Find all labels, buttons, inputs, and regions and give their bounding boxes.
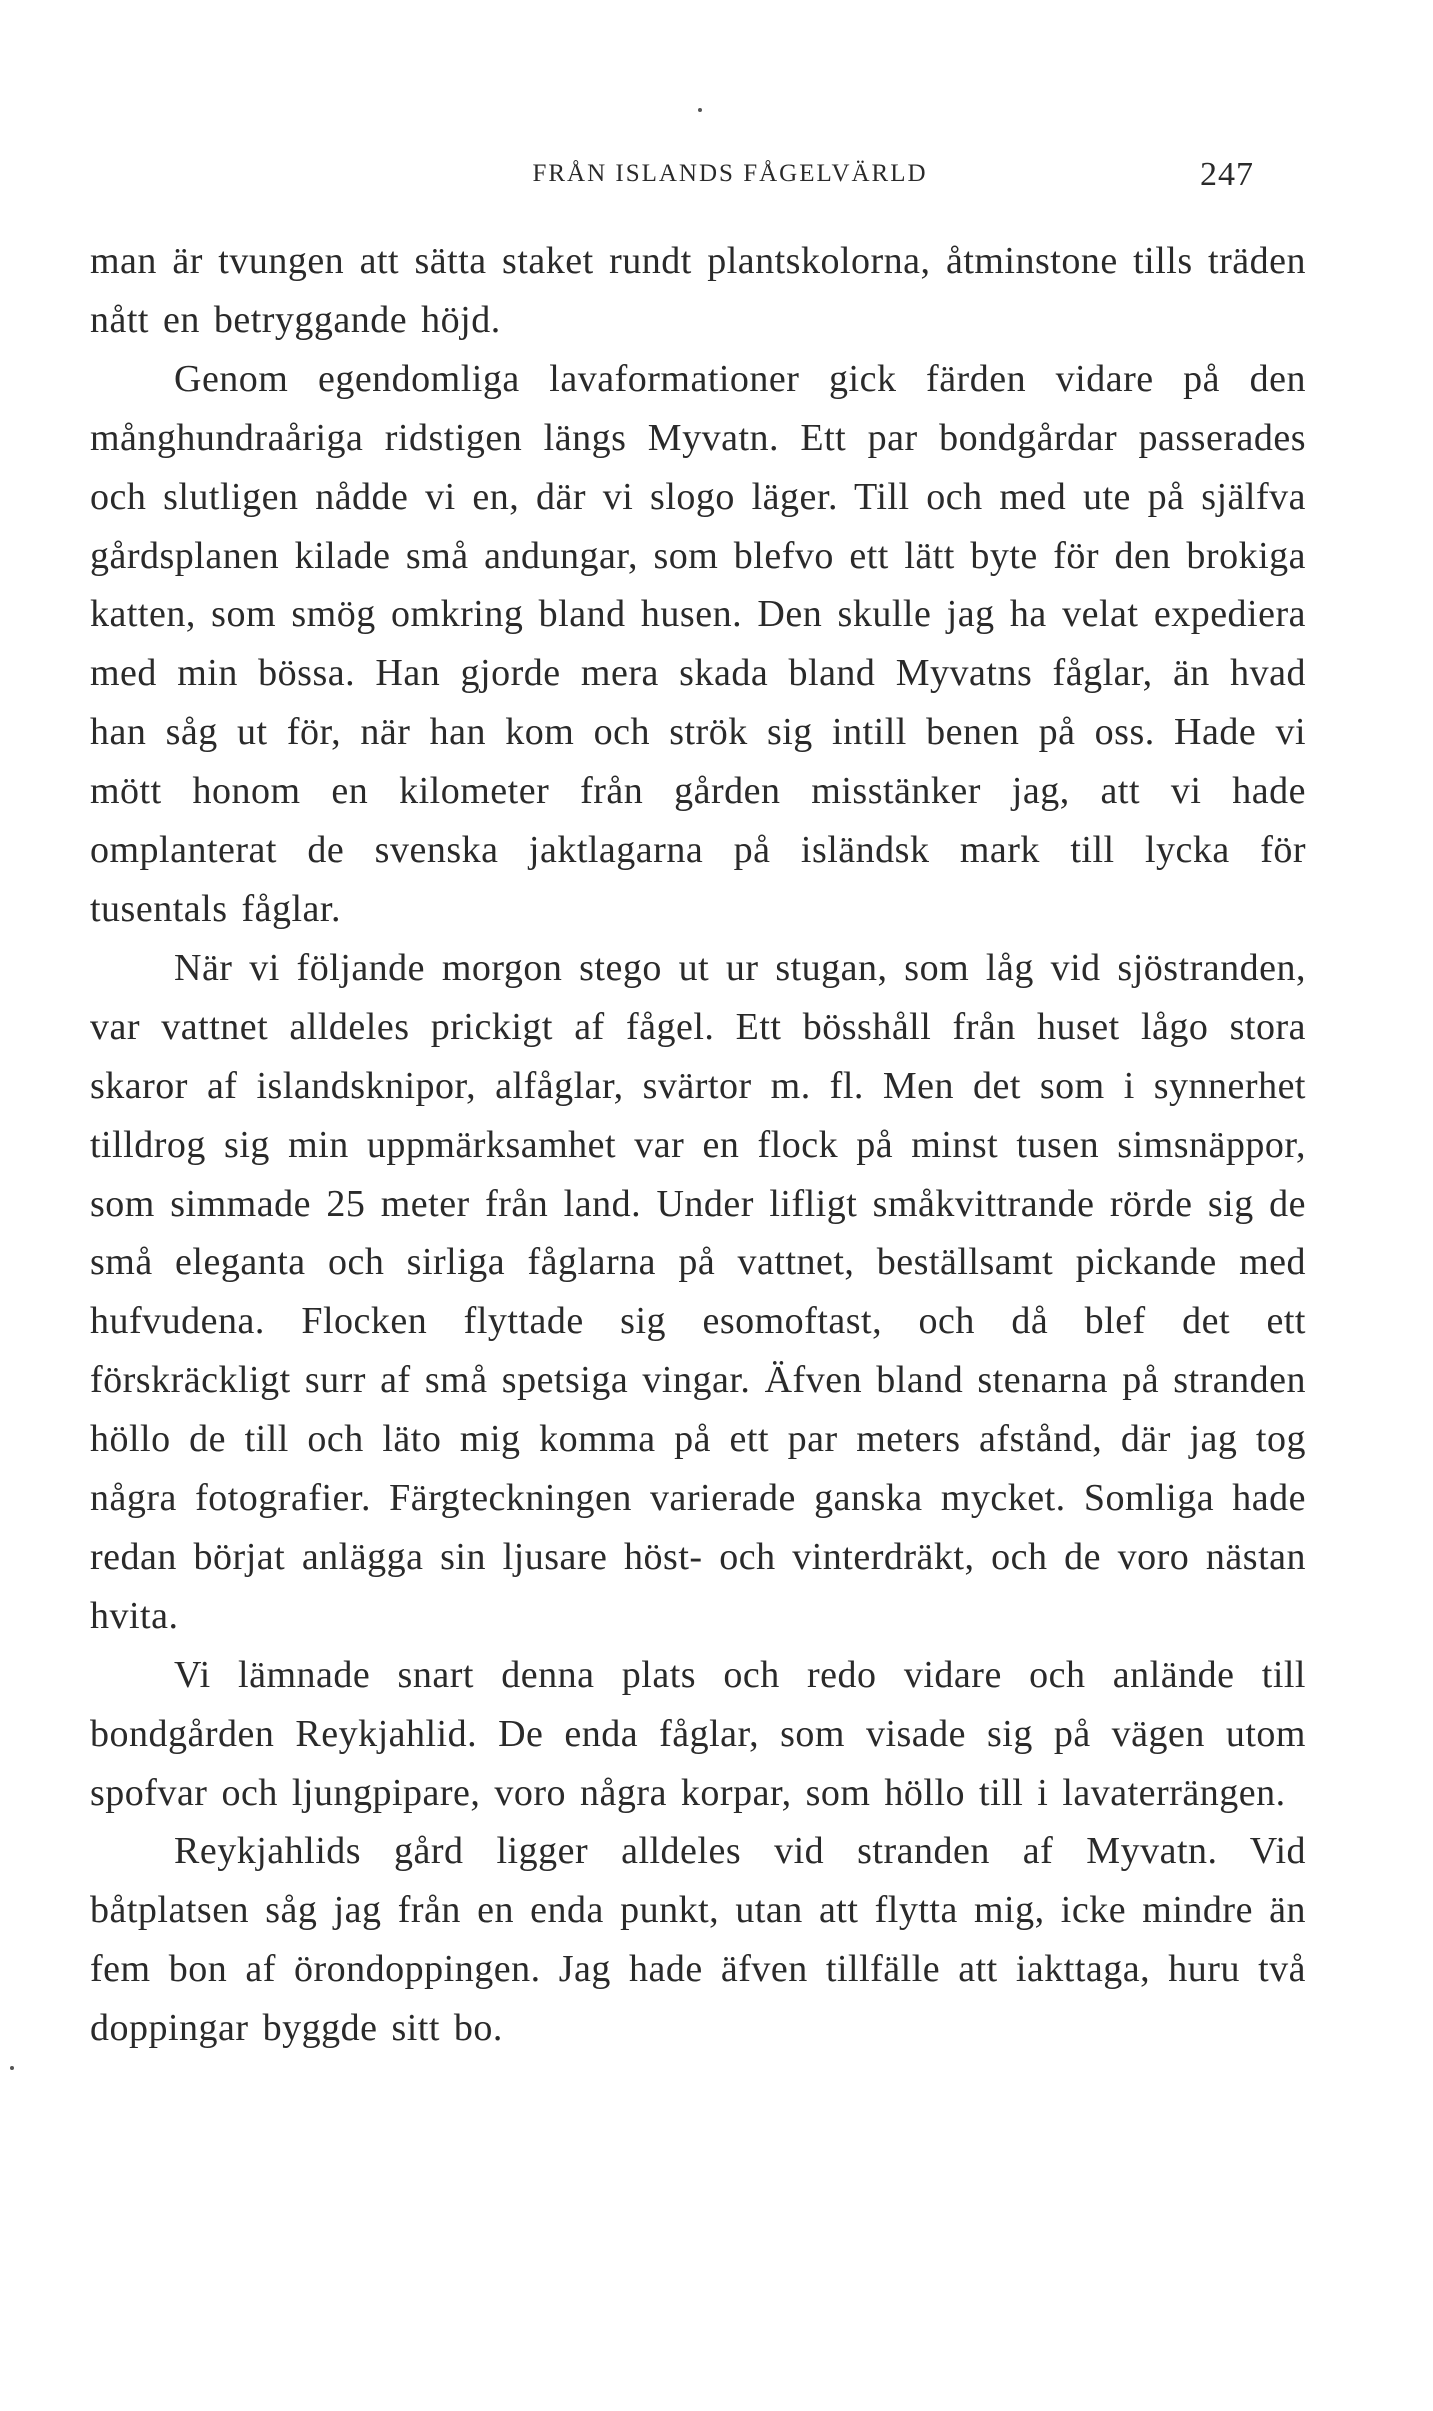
paragraph: När vi följande morgon stego ut ur stugan, som låg vid sjöstranden, var vattnet alldeles prickigt af fågel. Ett bösshåll från huset lågo stora skaror af islandsknipor, alfåglar, svärtor m. fl. Men det som i synnerhet tilldrog sig min uppmärksamhet var en flock på minst tusen simsnäppor, som simmade 25 meter från land. Under lifligt småkvittrande rörde sig de små eleganta och sirliga fåglarna på vattnet, beställsamt pickande med hufvudena. Flocken flyttade sig esomoftast, och då blef det ett förskräckligt surr af små spetsiga vingar. Äfven bland stenarna på stranden höllo de till och läto mig komma på ett par meters afstånd, där jag tog några fotografier. Färgteckningen varierade ganska mycket. Somliga hade redan börjat anlägga sin ljusare höst- och vinterdräkt, och de voro nästan hvita.: [90, 946, 1306, 1637]
paragraph: Reykjahlids gård ligger alldeles vid stranden af Myvatn. Vid båtplatsen såg jag från en enda punkt, utan att flytta mig, icke mindre än fem bon af örondoppingen. Jag hade äfven tillfälle att iakttaga, huru två doppingar byggde sitt bo.: [90, 1830, 1306, 2050]
paragraph: Genom egendomliga lavaformationer gick färden vidare på den månghundraåriga ridstigen längs Myvatn. Ett par bondgårdar passerades och slutligen nådde vi en, där vi slogo läger. Till och med ute på själfva gårdsplanen kilade små andungar, som blefvo ett lätt byte för den brokiga katten, som smög omkring bland husen. Den skulle jag ha velat expediera med min bössa. Han gjorde mera skada bland Myvatns fåglar, än hvad han såg ut för, när han kom och strök sig intill benen på oss. Hade vi mött honom en kilometer från gården misstänker jag, att vi hade omplanterat de svenska jaktlagarna på isländsk mark till lycka för tusentals fåglar.: [90, 357, 1306, 930]
body-text: [90, 232, 1306, 2058]
paper-speck: [698, 108, 702, 112]
paragraph: Vi lämnade snart denna plats och redo vidare och anlände till bondgården Reykjahlid. De enda fåglar, som visade sig på vägen utom spofvar och ljungpipare, voro några korpar, som höllo till i lavaterrängen.: [90, 1653, 1306, 1814]
page-number: 247: [1200, 156, 1254, 193]
paper-speck: [10, 2066, 14, 2070]
paragraph-continuation: man är tvungen att sätta staket rundt plantskolorna, åtminstone tills träden nått en betryggande höjd.: [90, 240, 1306, 341]
running-title: FRÅN ISLANDS FÅGELVÄRLD: [532, 160, 928, 187]
